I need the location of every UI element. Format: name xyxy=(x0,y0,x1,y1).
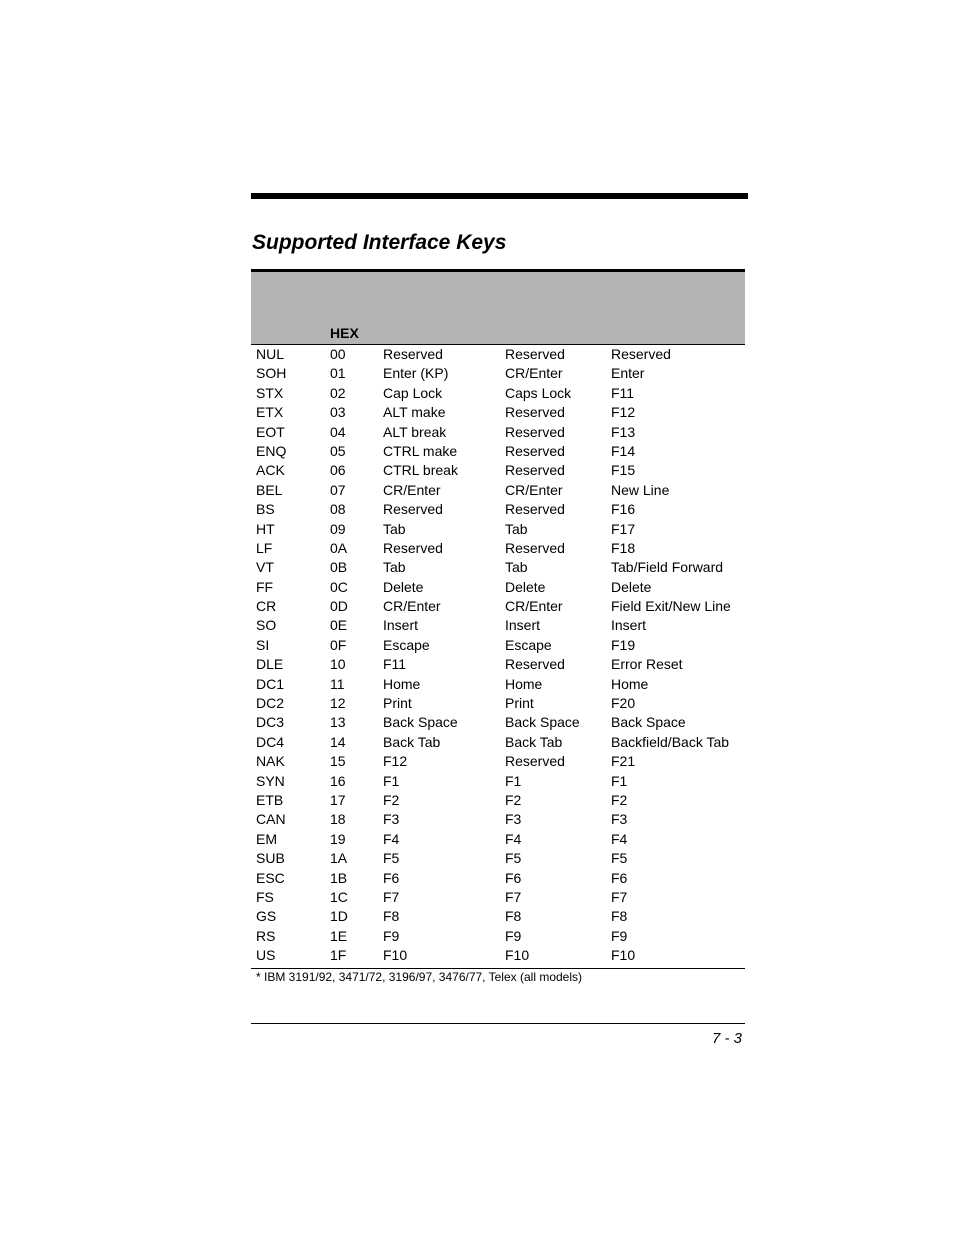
cell-char: DC4 xyxy=(256,733,285,750)
cell-col3: F12 xyxy=(383,753,408,770)
cell-col5: F16 xyxy=(611,501,636,518)
cell-col3: Reserved xyxy=(383,501,443,518)
cell-char: SO xyxy=(256,617,277,634)
cell-col4: Home xyxy=(505,675,543,692)
table-row xyxy=(251,520,745,539)
cell-col5: Backfield/Back Tab xyxy=(611,733,730,750)
cell-col5: Tab/Field Forward xyxy=(611,559,724,576)
table-row xyxy=(251,345,745,364)
table-row xyxy=(251,869,745,888)
cell-char: LF xyxy=(256,539,273,556)
cell-char: FS xyxy=(256,888,274,905)
cell-hex: 1F xyxy=(330,947,347,964)
cell-hex: 02 xyxy=(330,384,346,401)
cell-col4: Reserved xyxy=(505,462,565,479)
cell-char: FF xyxy=(256,578,274,595)
footer-rule xyxy=(251,1023,745,1024)
cell-col4: Tab xyxy=(505,559,528,576)
cell-char: SOH xyxy=(256,365,287,382)
cell-char: DC3 xyxy=(256,714,285,731)
cell-col4: F1 xyxy=(505,772,522,789)
cell-col3: F10 xyxy=(383,947,408,964)
cell-col5: F17 xyxy=(611,520,636,537)
cell-col4: Back Tab xyxy=(505,733,563,750)
cell-col3: ALT make xyxy=(383,404,446,421)
cell-col5: F7 xyxy=(611,888,628,905)
cell-char: EOT xyxy=(256,423,285,440)
table-row xyxy=(251,423,745,442)
cell-hex: 03 xyxy=(330,404,346,421)
cell-col3: F8 xyxy=(383,908,400,925)
cell-col3: F5 xyxy=(383,850,400,867)
cell-col4: F9 xyxy=(505,927,522,944)
table-row xyxy=(251,384,745,403)
cell-hex: 0E xyxy=(330,617,348,634)
cell-col3: CTRL break xyxy=(383,462,458,479)
cell-col5: F20 xyxy=(611,695,636,712)
cell-hex: 0F xyxy=(330,636,347,653)
cell-hex: 04 xyxy=(330,423,346,440)
cell-col3: F3 xyxy=(383,811,400,828)
cell-hex: 06 xyxy=(330,462,346,479)
header-cell-hex: HEX xyxy=(330,325,359,341)
table-row xyxy=(251,791,745,810)
cell-col4: CR/Enter xyxy=(505,598,563,615)
cell-col5: Back Space xyxy=(611,714,686,731)
table-row xyxy=(251,733,745,752)
cell-col5: F9 xyxy=(611,927,628,944)
cell-char: RS xyxy=(256,927,276,944)
cell-col4: F4 xyxy=(505,830,522,847)
cell-hex: 0A xyxy=(330,539,348,556)
cell-col4: Delete xyxy=(505,578,546,595)
table-row xyxy=(251,888,745,907)
cell-char: SI xyxy=(256,636,270,653)
table-row xyxy=(251,694,745,713)
cell-hex: 16 xyxy=(330,772,346,789)
cell-hex: 1B xyxy=(330,869,348,886)
cell-col4: F5 xyxy=(505,850,522,867)
cell-hex: 1A xyxy=(330,850,348,867)
cell-col4: Escape xyxy=(505,636,552,653)
cell-col5: F10 xyxy=(611,947,636,964)
cell-col4: Reserved xyxy=(505,753,565,770)
cell-col5: Home xyxy=(611,675,649,692)
table-row xyxy=(251,597,745,616)
table-row xyxy=(251,907,745,926)
cell-col3: Delete xyxy=(383,578,424,595)
table-row xyxy=(251,500,745,519)
cell-col3: Cap Lock xyxy=(383,384,443,401)
cell-char: GS xyxy=(256,908,277,925)
cell-col5: New Line xyxy=(611,481,670,498)
cell-col4: Tab xyxy=(505,520,528,537)
cell-char: DC2 xyxy=(256,695,285,712)
cell-hex: 0D xyxy=(330,598,348,615)
cell-col3: Reserved xyxy=(383,346,443,362)
table-row xyxy=(251,946,745,965)
cell-col5: Insert xyxy=(611,617,647,634)
cell-col4: F8 xyxy=(505,908,522,925)
cell-char: NUL xyxy=(256,346,285,362)
cell-col5: F2 xyxy=(611,791,628,808)
cell-col5: F15 xyxy=(611,462,636,479)
cell-char: CAN xyxy=(256,811,286,828)
cell-col3: Tab xyxy=(383,520,406,537)
cell-col5: Reserved xyxy=(611,346,671,362)
cell-char: BEL xyxy=(256,481,283,498)
cell-col4: Reserved xyxy=(505,656,565,673)
cell-col3: Print xyxy=(383,695,412,712)
cell-col4: F3 xyxy=(505,811,522,828)
cell-hex: 01 xyxy=(330,365,346,382)
cell-col4: Caps Lock xyxy=(505,384,572,401)
table-row xyxy=(251,481,745,500)
cell-col3: Escape xyxy=(383,636,430,653)
table-row xyxy=(251,772,745,791)
cell-col3: Insert xyxy=(383,617,419,634)
cell-char: HT xyxy=(256,520,275,537)
cell-col3: ALT break xyxy=(383,423,447,440)
cell-col5: F1 xyxy=(611,772,628,789)
cell-col3: F6 xyxy=(383,869,400,886)
cell-col4: Reserved xyxy=(505,404,565,421)
cell-char: EM xyxy=(256,830,277,847)
cell-col4: Reserved xyxy=(505,423,565,440)
cell-col3: F1 xyxy=(383,772,400,789)
cell-col5: Delete xyxy=(611,578,652,595)
cell-hex: 09 xyxy=(330,520,346,537)
top-rule xyxy=(251,193,748,199)
cell-col5: F8 xyxy=(611,908,628,925)
cell-col3: CTRL make xyxy=(383,442,458,459)
cell-col5: F18 xyxy=(611,539,636,556)
cell-col4: Reserved xyxy=(505,539,565,556)
cell-char: VT xyxy=(256,559,274,576)
cell-col5: Field Exit/New Line xyxy=(611,598,731,615)
cell-hex: 17 xyxy=(330,791,346,808)
cell-char: ETB xyxy=(256,791,284,808)
cell-col4: Reserved xyxy=(505,501,565,518)
cell-hex: 0B xyxy=(330,559,348,576)
cell-char: STX xyxy=(256,384,284,401)
cell-col5: F14 xyxy=(611,442,636,459)
cell-col4: F7 xyxy=(505,888,522,905)
cell-hex: 12 xyxy=(330,695,346,712)
table-row xyxy=(251,713,745,732)
cell-col4: Insert xyxy=(505,617,541,634)
cell-col5: Enter xyxy=(611,365,645,382)
cell-col3: Home xyxy=(383,675,421,692)
cell-col3: Reserved xyxy=(383,539,443,556)
table-row xyxy=(251,578,745,597)
cell-col4: Reserved xyxy=(505,346,565,362)
cell-col5: F4 xyxy=(611,830,628,847)
cell-hex: 1E xyxy=(330,927,348,944)
cell-col3: F11 xyxy=(383,656,407,673)
interface-keys-table xyxy=(251,269,745,984)
cell-col5: F19 xyxy=(611,636,636,653)
cell-hex: 13 xyxy=(330,714,346,731)
cell-hex: 10 xyxy=(330,656,346,673)
cell-col5: F5 xyxy=(611,850,628,867)
cell-hex: 07 xyxy=(330,481,346,498)
table-row xyxy=(251,830,745,849)
cell-col3: Enter (KP) xyxy=(383,365,449,382)
table-footnote: * IBM 3191/92, 3471/72, 3196/97, 3476/77, Telex (all models) xyxy=(256,969,582,984)
cell-char: DC1 xyxy=(256,675,285,692)
cell-col3: F2 xyxy=(383,791,400,808)
cell-col4: CR/Enter xyxy=(505,481,563,498)
cell-col5: F13 xyxy=(611,423,636,440)
table-header xyxy=(251,269,745,345)
cell-col5: F3 xyxy=(611,811,628,828)
cell-char: DLE xyxy=(256,656,284,673)
cell-col4: Print xyxy=(505,695,534,712)
cell-col3: F7 xyxy=(383,888,400,905)
cell-hex: 18 xyxy=(330,811,346,828)
table-row xyxy=(251,539,745,558)
cell-col4: F2 xyxy=(505,791,522,808)
cell-col4: Reserved xyxy=(505,442,565,459)
cell-char: NAK xyxy=(256,753,285,770)
cell-hex: 19 xyxy=(330,830,346,847)
cell-char: SUB xyxy=(256,850,285,867)
table-row xyxy=(251,616,745,635)
cell-char: SYN xyxy=(256,772,285,789)
cell-hex: 05 xyxy=(330,442,346,459)
cell-hex: 11 xyxy=(330,675,345,692)
table-row xyxy=(251,461,745,480)
cell-char: CR xyxy=(256,598,277,615)
table-row xyxy=(251,810,745,829)
table-row xyxy=(251,675,745,694)
cell-hex: 14 xyxy=(330,733,346,750)
cell-col5: F11 xyxy=(611,384,635,401)
cell-col4: F10 xyxy=(505,947,530,964)
cell-col3: Back Space xyxy=(383,714,458,731)
cell-col3: Back Tab xyxy=(383,733,441,750)
cell-col3: F9 xyxy=(383,927,400,944)
cell-char: BS xyxy=(256,501,275,518)
cell-col5: F6 xyxy=(611,869,628,886)
cell-hex: 0C xyxy=(330,578,348,595)
table-row xyxy=(251,364,745,383)
cell-hex: 1C xyxy=(330,888,348,905)
cell-char: ENQ xyxy=(256,442,287,459)
cell-col4: CR/Enter xyxy=(505,365,563,382)
table-row xyxy=(251,442,745,461)
cell-char: ACK xyxy=(256,462,285,479)
cell-hex: 1D xyxy=(330,908,348,925)
cell-char: US xyxy=(256,947,276,964)
table-row xyxy=(251,403,745,422)
cell-col4: Back Space xyxy=(505,714,580,731)
page-number: 7 - 3 xyxy=(711,1030,742,1047)
cell-col3: CR/Enter xyxy=(383,481,441,498)
cell-hex: 15 xyxy=(330,753,346,770)
cell-col5: F12 xyxy=(611,404,636,421)
cell-col3: Tab xyxy=(383,559,406,576)
cell-hex: 00 xyxy=(330,346,346,362)
cell-col4: F6 xyxy=(505,869,522,886)
cell-char: ETX xyxy=(256,404,284,421)
table-row xyxy=(251,927,745,946)
cell-hex: 08 xyxy=(330,501,346,518)
table-row xyxy=(251,849,745,868)
cell-col3: CR/Enter xyxy=(383,598,441,615)
cell-col5: Error Reset xyxy=(611,656,683,673)
table-row xyxy=(251,655,745,674)
cell-col3: F4 xyxy=(383,830,400,847)
table-body xyxy=(251,345,745,966)
table-row xyxy=(251,752,745,771)
table-row xyxy=(251,558,745,577)
cell-char: ESC xyxy=(256,869,285,886)
table-row xyxy=(251,636,745,655)
table-bottom-rule xyxy=(251,968,745,969)
cell-col5: F21 xyxy=(611,753,636,770)
page-title: Supported Interface Keys xyxy=(252,231,507,254)
